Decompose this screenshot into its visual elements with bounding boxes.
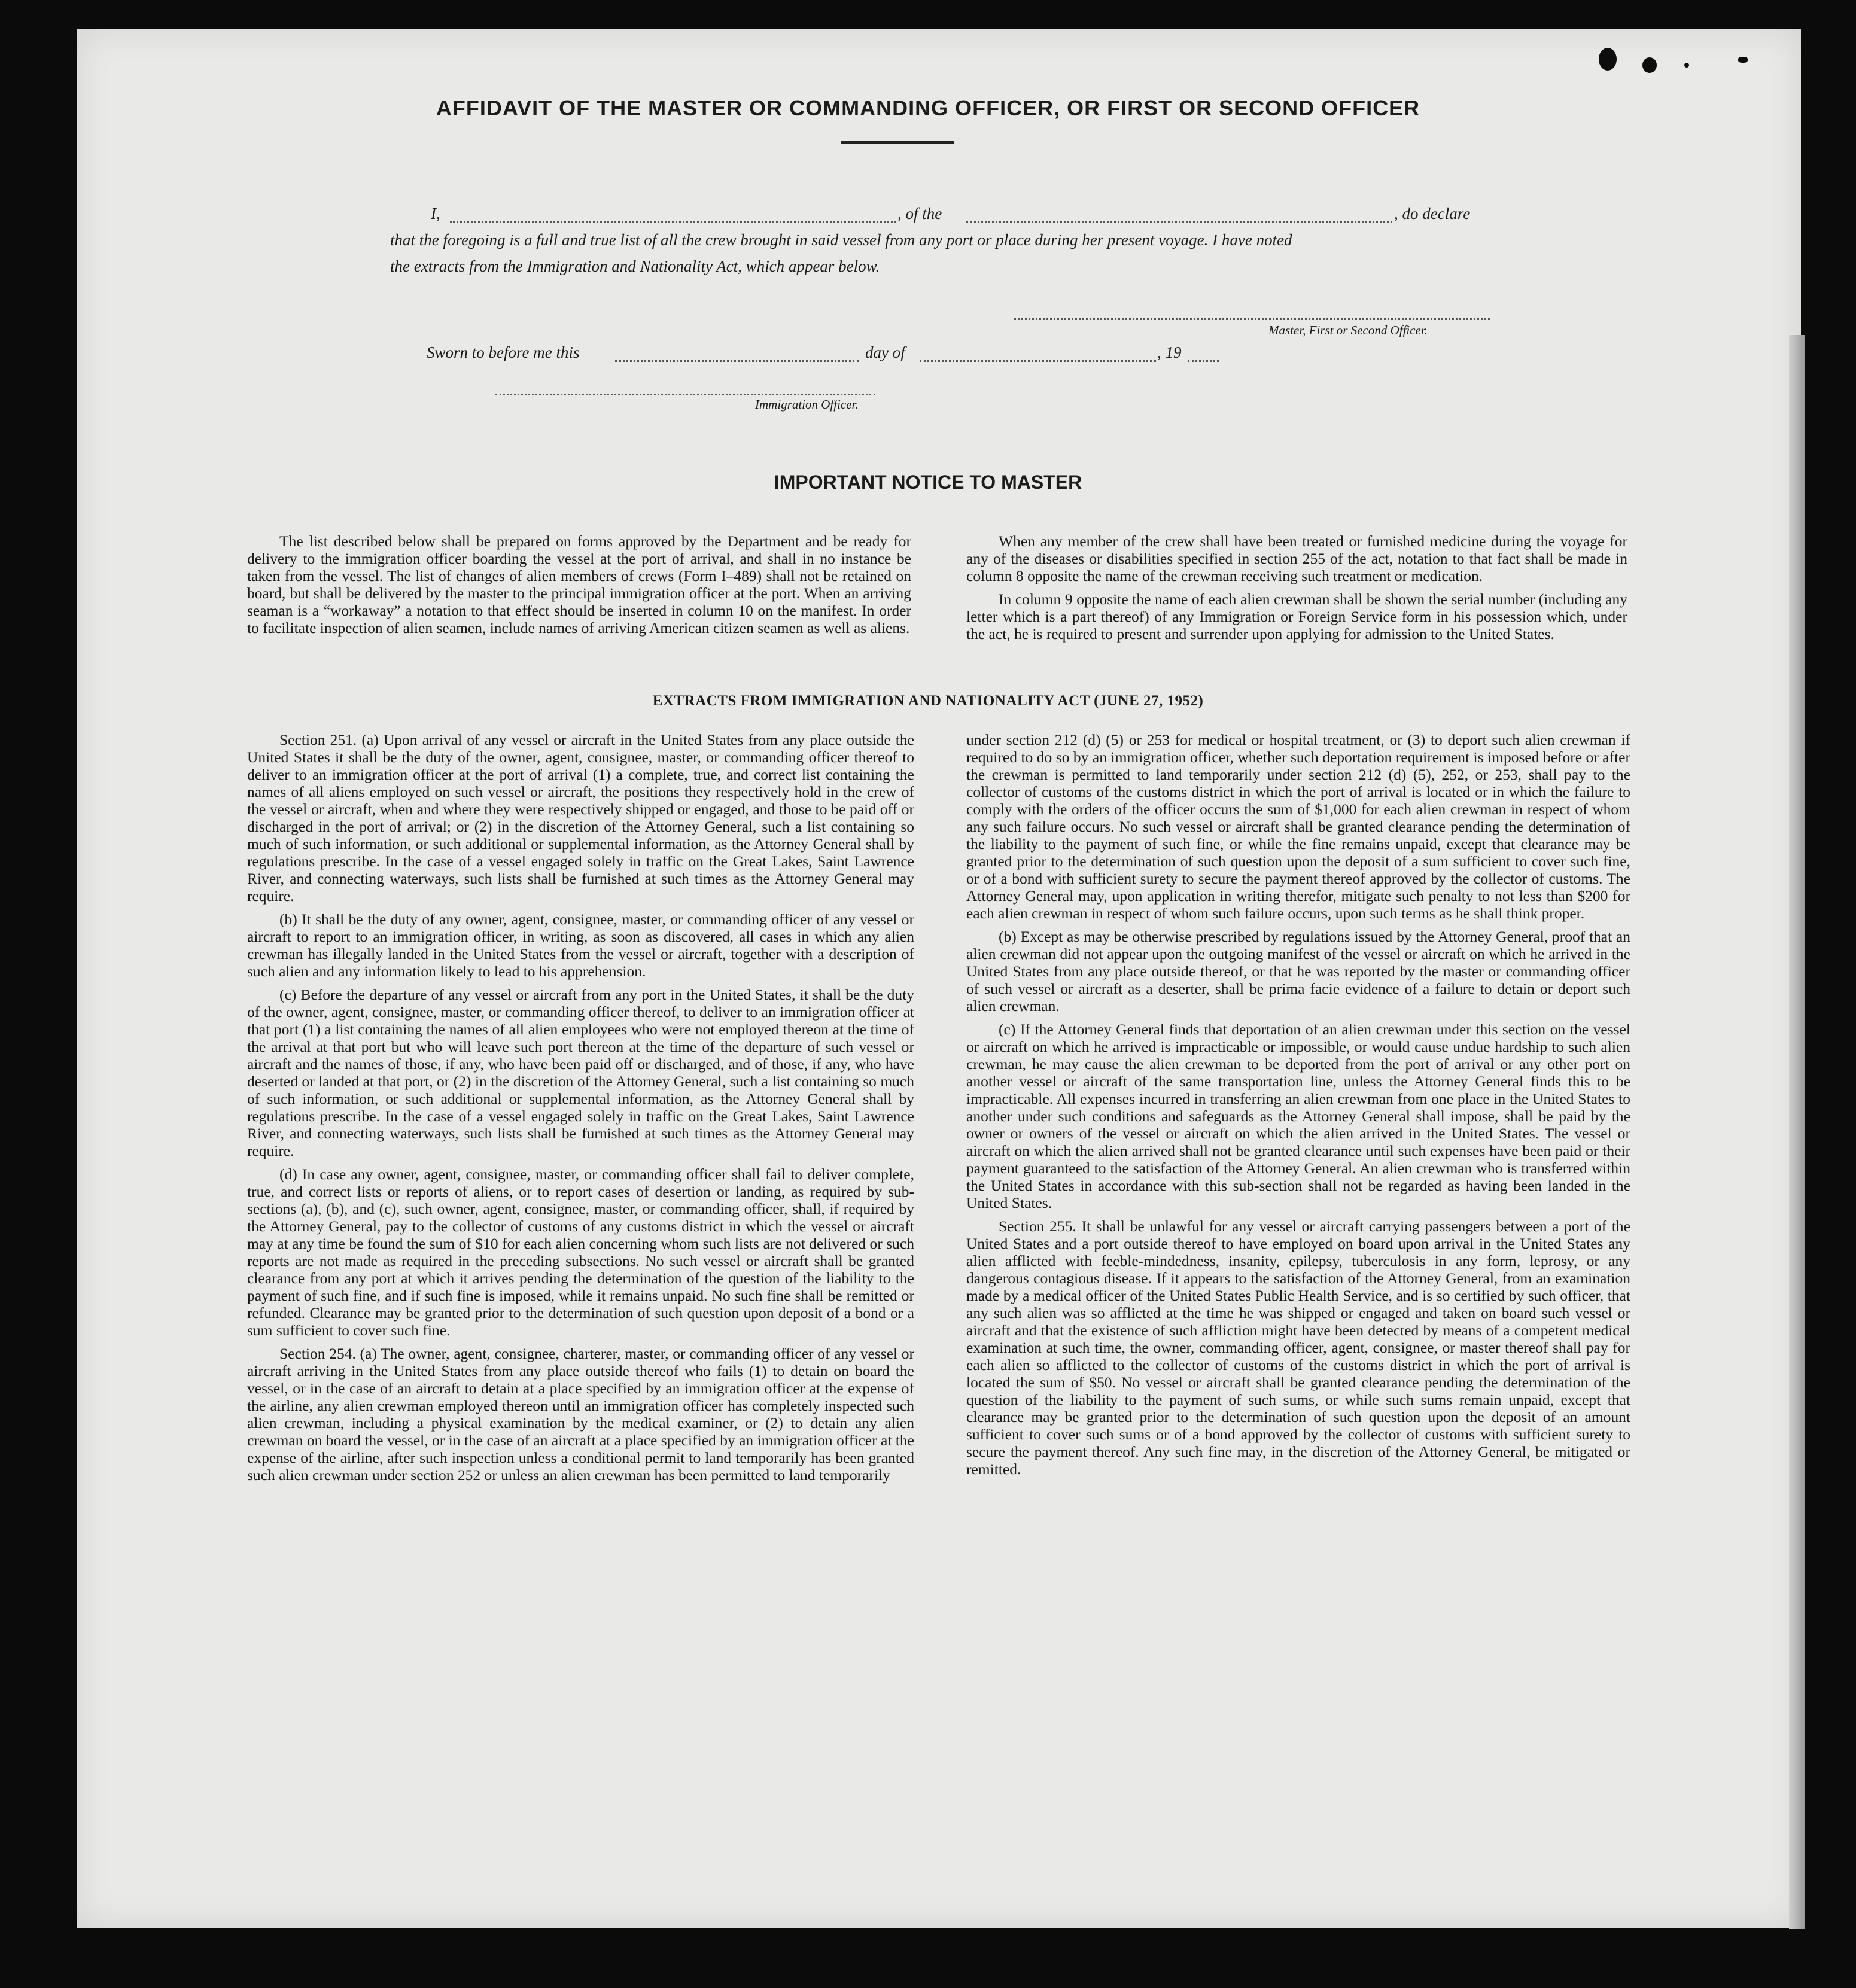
section-251-a: Section 251. (a) Upon arrival of any vessel or aircraft in the United States from any place outside the United States it shall be the duty of the owner, agent, consignee, master, or commanding officer thereof to deliver to an immigration officer at the port of arrival (1) a complete, true, and correct list containing the names of all aliens employed on such vessel or aircraft, the positions they respectively hold in the crew of the vessel or aircraft, when and where they were respectively shipped or engaged, and those to be paid off or discharged in the port of arrival; or (2) in the discretion of the Attorney General, such a list containing so much of such information, or such additional or supplemental information, as the Attorney General shall by regulations prescribe. In the case of a vessel engaged solely in traffic on the Great Lakes, Saint Lawrence River, and connecting waterways, such lists shall be furnished at such times as the Attorney General may require. — [247, 731, 914, 905]
notice-title: IMPORTANT NOTICE TO MASTER — [774, 471, 1082, 493]
sworn-mid: day of — [865, 343, 905, 361]
page-edge-shadow — [1789, 335, 1805, 1929]
section-251-b: (b) It shall be the duty of any owner, agent, consignee, master, or commanding officer of any vessel or aircraft to report to an immigration officer, in writing, as soon as discovered, all cases in which any alien crewman has illegally landed in the United States from the vessel or aircraft, together with a description of such alien and any information likely to lead to his apprehension. — [247, 911, 914, 980]
section-251-d: (d) In case any owner, agent, consignee, master, or commanding officer shall fail to deliver complete, true, and correct lists or reports of aliens, or to report cases of desertion or landing, as required by sub-sections (a), (b), and (c), such owner, agent, consignee, master, or commanding officer, shall, if required by the Attorney General, pay to the collector of customs of any customs district in which the vessel or aircraft may at any time be found the sum of $10 for each alien concerning whom such lists are not delivered or such reports are not made as required in the preceding subsections. No such vessel or aircraft shall be granted clearance from any port at which it arrives pending the determination of the question of the liability to the payment of such fine, and if such fine is imposed, while it remains unpaid. No such fine shall be remitted or refunded. Clearance may be granted prior to the determination of such question upon deposit of a bond or a sum sufficient to cover such fine. — [247, 1165, 914, 1339]
notice-right-column — [966, 532, 1627, 649]
scan-blot — [1642, 57, 1657, 73]
affidavit-line3: the extracts from the Immigration and Nationality Act, which appear below. — [390, 257, 880, 275]
scan-blot — [1738, 57, 1748, 63]
section-254-a-continued: under section 212 (d) (5) or 253 for medical or hospital treatment, or (3) to deport such alien crewman if required to do so by an immigration officer, whether such deportation requirement is imposed before or after the crewman is permitted to land temporarily under section 212 (d) (5), 252, or 253, shall pay to the collector of customs of the customs district in which the port of arrival is located or in which the failure to comply with the orders of the officer occurs the sum of $1,000 for each alien crewman in respect of whom any such failure occurs. No such vessel or aircraft shall be granted clearance pending the determination of the liability to the payment of such fine, or while the fine remains unpaid, except that clearance may be granted prior to the determination of such question upon the deposit of a sum sufficient to cover such fine, or of a bond with sufficient surety to secure the payment thereof approved by the collector of customs. The Attorney General may, upon application in writing therefor, mitigate such penalty to not less than $200 for each alien crewman in respect of whom such failure occurs, upon such terms as he shall think proper. — [966, 731, 1630, 922]
sworn-start: Sworn to before me this — [427, 343, 580, 361]
section-254-a: Section 254. (a) The owner, agent, consignee, charterer, master, or commanding officer of any vessel or aircraft arriving in the United States from any place outside thereof who fails (1) to detain on board the vessel, or in the case of an aircraft to detain at a place specified by an immigration officer at the expense of the airline, any alien crewman employed thereon until an immigration officer has completely inspected such alien crewman, including a physical examination by the medical examiner, or (2) to detain any alien crewman on board the vessel, or in the case of an aircraft at a place specified by an immigration officer at the expense of the airline, after such inspection unless a conditional permit to land temporarily has been granted such alien crewman under section 252 or unless an alien crewman has been permitted to land temporarily — [247, 1345, 914, 1484]
scan-blot — [1599, 48, 1617, 71]
notice-left-column — [247, 532, 911, 643]
affidavit-line1-mid: , of the — [897, 205, 942, 223]
notice-right-paragraph-1: When any member of the crew shall have been treated or furnished medicine during the voyage for any of the diseases or disabilities specified in section 255 of the act, notation to that fact shall be made in column 8 opposite the name of the crewman receiving such treatment or medication. — [966, 532, 1627, 584]
affidavit-line2: that the foregoing is a full and true list of all the crew brought in said vessel from any port or place during her present voyage. I have noted — [390, 231, 1292, 249]
master-signature-label: Master, First or Second Officer. — [1268, 323, 1428, 337]
section-254-b: (b) Except as may be otherwise prescribed by regulations issued by the Attorney General, proof that an alien crewman did not appear upon the outgoing manifest of the vessel or aircraft on which he arrived in the United States from any place outside thereof, or that he was reported by the master or commanding officer of such vessel or aircraft as a deserter, shall be prima facie evidence of a failure to detain or deport such alien crewman. — [966, 928, 1630, 1015]
section-254-c: (c) If the Attorney General finds that deportation of an alien crewman under this section on the vessel or aircraft on which he arrived is impracticable or impossible, or would cause undue hardship to such alien crewman, he may cause the alien crewman to be deported from the port of arrival or any other port on another vessel or aircraft of the same transportation line, unless the Attorney General finds this to be impracticable. All expenses incurred in transferring an alien crewman from one place in the United States to another under such conditions and safeguards as the Attorney General shall impose, shall be paid by the owner or owners of the vessel or aircraft on which the alien arrived in the United States. The vessel or aircraft on which the alien arrived shall not be granted clearance until such expenses have been paid or their payment guaranteed to the satisfaction of the Attorney General. An alien crewman who is transferred within the United States in accordance with this sub-section shall not be regarded as having been landed in the United States. — [966, 1021, 1630, 1211]
vessel-name-field[interactable] — [966, 221, 1392, 223]
extracts-left-column — [247, 731, 914, 1490]
officer-signature-label: Immigration Officer. — [755, 397, 859, 412]
extracts-right-column — [966, 731, 1630, 1484]
master-signature-field[interactable] — [1014, 318, 1490, 320]
section-251-c: (c) Before the departure of any vessel or aircraft from any port in the United States, it shall be the duty of the owner, agent, consignee, master, or commanding officer thereof, to deliver to an immigration officer at that port (1) a list containing the names of all alien employees who were not employed thereon at the time of the arrival at that port but who will leave such port thereon at the time of the departure of such vessel or aircraft and the names of those, if any, who have been paid off or discharged, and of those, if any, who have deserted or landed at that port, or (2) in the discretion of the Attorney General, such a list containing so much of such information, or such additional or supplemental information, as the Attorney General shall by regulations prescribe. In the case of a vessel engaged solely in traffic on the Great Lakes, Saint Lawrence River, and connecting waterways, such lists shall be furnished at such times as the Attorney General may require. — [247, 986, 914, 1159]
sworn-year-field[interactable] — [1188, 360, 1219, 362]
notice-right-paragraph-2: In column 9 opposite the name of each alien crewman shall be shown the serial number (including any letter which is a part thereof) of any Immigration or Foreign Service form in his possession which, under the act, he is required to present and surrender upon applying for admission to the United States. — [966, 590, 1627, 643]
title-rule — [841, 141, 954, 144]
sworn-day-field[interactable] — [615, 360, 859, 362]
affidavit-title: AFFIDAVIT OF THE MASTER OR COMMANDING OFFICER, OR FIRST OR SECOND OFFICER — [436, 96, 1420, 120]
extracts-title: EXTRACTS FROM IMMIGRATION AND NATIONALITY ACT (JUNE 27, 1952) — [652, 693, 1204, 709]
sworn-end: , 19 — [1157, 343, 1182, 361]
notice-left-paragraph: The list described below shall be prepared on forms approved by the Department and be ready for delivery to the immigration officer boarding the vessel at the port of arrival, and shall in no instance be taken from the vessel. The list of changes of alien members of crews (Form I–489) shall not be retained on board, but shall be delivered by the master to the principal immigration officer at the port. When an arriving seaman is a “workaway” a notation to that effect should be inserted in column 10 on the manifest. In order to facilitate inspection of alien seamen, include names of arriving American citizen seamen as well as aliens. — [247, 532, 911, 637]
scan-blot — [1684, 63, 1689, 68]
affidavit-line1-start: I, — [431, 205, 440, 223]
officer-signature-field[interactable] — [495, 394, 875, 395]
affidavit-line1-end: , do declare — [1394, 205, 1471, 223]
sworn-month-field[interactable] — [920, 360, 1156, 362]
declarant-name-field[interactable] — [450, 221, 896, 223]
section-255: Section 255. It shall be unlawful for any vessel or aircraft carrying passengers between a port of the United States and a port outside thereof to have employed on board upon arrival in the United States any alien afflicted with feeble-mindedness, insanity, epilepsy, tuberculosis in any form, leprosy, or any dangerous contagious disease. If it appears to the satisfaction of the Attorney General, from an examination made by a medical officer of the United States Public Health Service, and is so certified by such officer, that any such alien was so afflicted at the time he was shipped or engaged and taken on board such vessel or aircraft and that the existence of such affliction might have been detected by means of a competent medical examination at such time, the owner, commanding officer, agent, consignee, or master thereof shall pay for each alien so afflicted to the collector of customs of the customs district in which the port of arrival is located the sum of $50. No vessel or aircraft shall be granted clearance pending the determination of the question of the liability to the payment of such sums, or while such sums remain unpaid, except that clearance may be granted prior to the determination of such question upon the deposit of an amount sufficient to cover such sums or of a bond approved by the collector of customs with sufficient surety to secure the payment thereof. Any such fine may, in the discretion of the Attorney General, be mitigated or remitted. — [966, 1217, 1630, 1478]
